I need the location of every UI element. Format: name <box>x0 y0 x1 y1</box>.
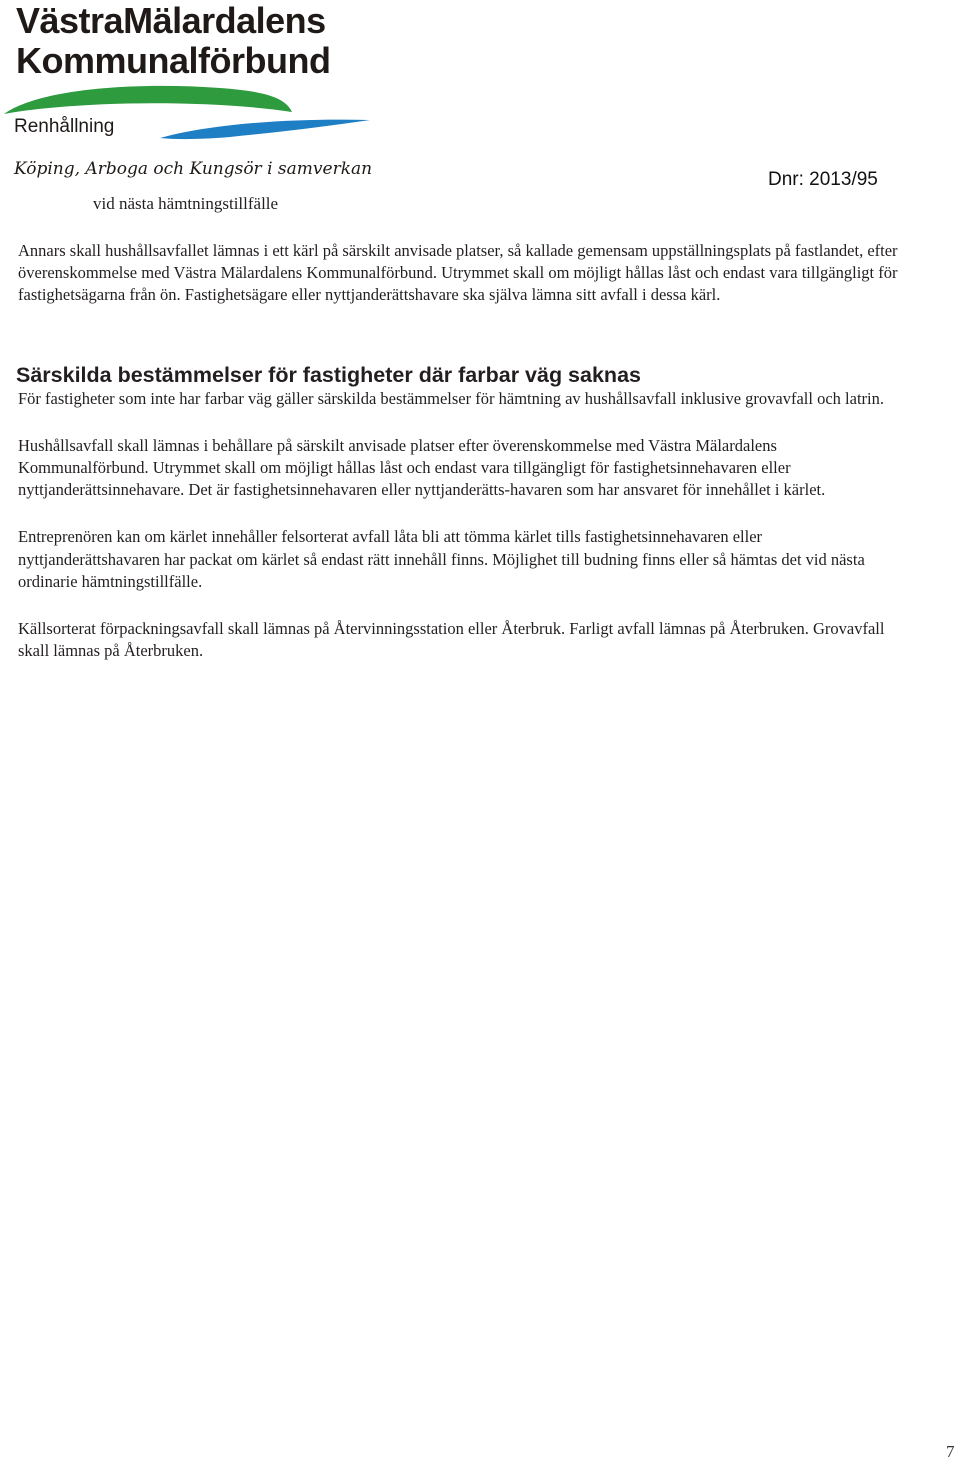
section-heading: Särskilda bestämmelser för fastigheter där farbar väg saknas <box>16 362 641 387</box>
paragraph-contractor: Entreprenören kan om kärlet innehåller felsorterat avfall låta bli att tömma kärlet tills fastighetsinnehavaren eller nyttjanderättshavaren har packat om kärlet så endast rätt innehåll finns. Möjlighet till budning finns eller så hämtas det vid nästa ordinarie hämtningstillfälle. <box>18 527 865 591</box>
logo-green-wave <box>4 86 292 114</box>
logo-subtitle: Renhållning <box>14 116 115 137</box>
paragraph-household-waste: Hushållsavfall skall lämnas i behållare på särskilt anvisade platser efter överenskommelse med Västra Mälardalens Kommunalförbund. Utrymmet skall om möjligt hållas låst och endast vara tillgängligt för fastighetsinnehavaren eller nyttjanderättsinnehavare. Det är fastighetsinnehavaren eller nyttjanderätts-havaren som har ansvaret för innehållet i kärlet. <box>18 435 826 500</box>
logo-blue-wave <box>160 120 370 139</box>
page-number: 7 <box>946 1442 955 1461</box>
logo-title-line1: VästraMälardalens <box>16 0 326 41</box>
document-reference-number: Dnr: 2013/95 <box>768 169 878 190</box>
paragraph-recycling: Källsorterat förpackningsavfall skall lämnas på Återvinningsstation eller Återbruk. Farligt avfall lämnas på Återbruken. Grovavfall skall lämnas på Återbruken. <box>18 619 885 661</box>
paragraph-shared-bins: Annars skall hushållsavfallet lämnas i ett kärl på särskilt anvisade platser, så kallade gemensam uppställningsplats på fastlandet, efter överenskommelse med Västra Mälardalens Kommunalförbund. Utrymmet skall om möjligt hållas låst och endast vara tillgängligt för fastighetsägarna från ön. Fastighetsägare eller nyttjanderättshavare ska själva lämna sitt avfall i dessa kärl. <box>18 241 898 305</box>
document-body <box>18 240 898 662</box>
paragraph-special-rules: För fastigheter som inte har farbar väg gäller särskilda bestämmelser för hämtning av hushållsavfall inklusive grovavfall och latrin. <box>18 388 884 408</box>
continued-line: vid nästa hämtningstillfälle <box>93 194 279 213</box>
organization-logo <box>0 0 380 190</box>
logo-title-line2: Kommunalförbund <box>16 40 331 81</box>
logo-tagline: Köping, Arboga och Kungsör i samverkan <box>14 159 373 179</box>
